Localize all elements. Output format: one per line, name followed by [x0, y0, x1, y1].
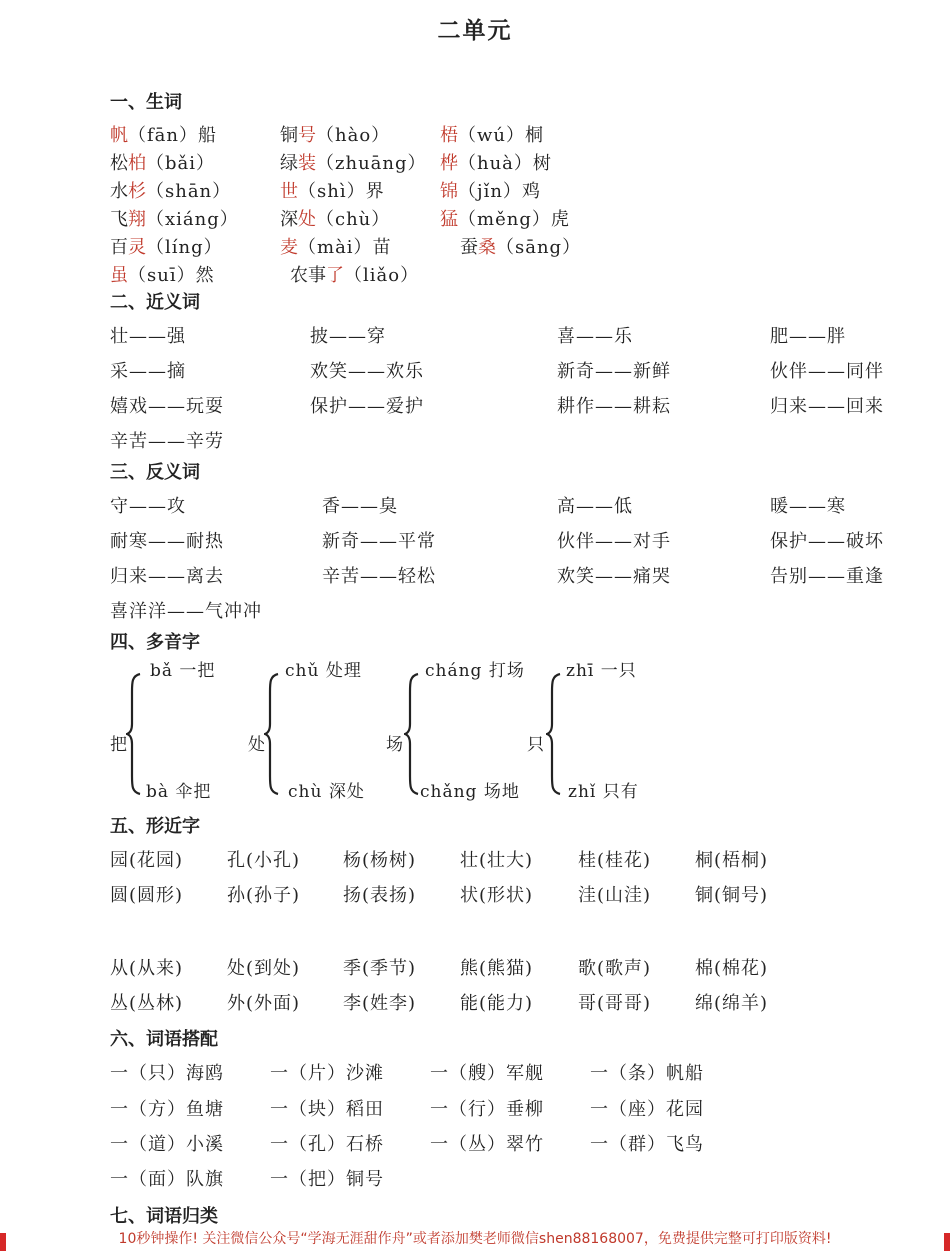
collocation-item: 一（行）垂柳 [430, 1099, 544, 1120]
vocab-pinyin: （wú） [458, 125, 525, 146]
vocab-target-char: 装 [298, 153, 316, 174]
polyphone-reading-bottom: chù 深处 [288, 782, 365, 802]
similar-char-item: 铜(铜号) [695, 885, 769, 906]
section-heading-polyphones: 四、多音字 [110, 632, 200, 653]
similar-char-item: 孔(小孔) [227, 850, 301, 871]
vocab-pinyin: （jǐn） [458, 181, 522, 202]
vocab-word [440, 177, 540, 203]
synonym-row [110, 427, 910, 453]
vocab-pinyin: （chù） [316, 209, 391, 230]
similar-char-row [110, 881, 830, 907]
vocab-pinyin: （huà） [458, 153, 533, 174]
vocab-suffix: 船 [198, 125, 216, 146]
antonym-row [110, 527, 910, 553]
vocab-suffix: 树 [532, 153, 551, 174]
antonym-pair: 保护——破坏 [770, 531, 884, 552]
collocation-item: 一（片）沙滩 [270, 1063, 384, 1084]
polyphone-reading-bottom: chǎng 场地 [420, 782, 520, 802]
vocab-target-char: 灵 [128, 237, 146, 258]
similar-char-item: 状(形状) [460, 885, 534, 906]
similar-char-item: 绵(绵羊) [695, 993, 769, 1014]
vocab-word [110, 233, 223, 259]
collocation-item: 一（条）帆船 [590, 1063, 704, 1084]
polyphone-reading-top: bǎ 一把 [150, 661, 216, 681]
antonym-pair: 守——攻 [110, 496, 186, 517]
vocab-suffix: 鸡 [521, 181, 540, 202]
vocab-pinyin: （mài） [298, 237, 373, 258]
vocab-target-char: 杉 [128, 181, 146, 202]
vocab-prefix: 百 [110, 237, 128, 258]
vocab-row [110, 233, 810, 259]
synonym-pair: 采——摘 [110, 361, 186, 382]
vocab-target-char: 麦 [280, 237, 298, 258]
vocab-word [290, 261, 419, 287]
vocab-word [280, 121, 390, 147]
vocab-target-char: 了 [326, 265, 344, 286]
antonym-pair: 耐寒——耐热 [110, 531, 224, 552]
synonym-row [110, 357, 910, 383]
vocab-pinyin: （zhuāng） [316, 153, 427, 174]
vocab-pinyin: （suī） [128, 265, 196, 286]
similar-char-item: 桐(梧桐) [695, 850, 769, 871]
similar-char-item: 哥(哥哥) [578, 993, 652, 1014]
brace-icon [404, 672, 420, 796]
polyphone-reading-bottom: zhǐ 只有 [568, 782, 639, 802]
collocation-row [110, 1165, 810, 1191]
similar-char-item: 丛(丛林) [110, 993, 184, 1014]
vocab-prefix: 水 [110, 181, 128, 202]
vocab-word [440, 205, 569, 231]
synonym-pair: 披——穿 [310, 326, 386, 347]
vocab-pinyin: （shì） [298, 181, 366, 202]
similar-char-item: 处(到处) [227, 958, 301, 979]
polyphone-reading-top: zhī 一只 [566, 661, 637, 681]
collocation-row [110, 1095, 810, 1121]
collocation-item: 一（道）小溪 [110, 1134, 224, 1155]
vocab-prefix: 农事 [290, 265, 326, 286]
polyphone-reading-bottom: bà 伞把 [146, 782, 212, 802]
polyphone-char: 场 [386, 735, 404, 755]
synonym-pair: 欢笑——欢乐 [310, 361, 424, 382]
vocab-pinyin: （bǎi） [146, 153, 216, 174]
vocab-word [280, 177, 384, 203]
polyphone-char: 只 [527, 735, 545, 755]
vocab-suffix: 然 [195, 265, 214, 286]
vocab-word [460, 233, 581, 259]
vocab-target-char: 桦 [440, 153, 458, 174]
collocation-item: 一（块）稻田 [270, 1099, 384, 1120]
antonym-row [110, 597, 910, 623]
synonym-pair: 肥——胖 [770, 326, 846, 347]
vocab-row [110, 149, 810, 175]
similar-char-item: 壮(壮大) [460, 850, 534, 871]
synonym-pair: 保护——爱护 [310, 396, 424, 417]
collocation-item: 一（只）海鸥 [110, 1063, 224, 1084]
vocab-target-char: 梧 [440, 125, 458, 146]
similar-char-item: 熊(熊猫) [460, 958, 534, 979]
vocab-prefix: 绿 [280, 153, 298, 174]
section-heading-classification: 七、词语归类 [110, 1206, 218, 1227]
synonym-pair: 辛苦——辛劳 [110, 431, 224, 452]
collocation-item: 一（面）队旗 [110, 1169, 224, 1190]
vocab-prefix: 铜 [280, 125, 298, 146]
antonym-pair: 告别——重逢 [770, 566, 884, 587]
polyphone-reading-top: cháng 打场 [425, 661, 525, 681]
vocab-row [110, 177, 810, 203]
vocab-pinyin: （měng） [458, 209, 551, 230]
vocab-pinyin: （liǎo） [344, 265, 420, 286]
antonym-pair: 香——臭 [322, 496, 398, 517]
vocab-suffix: 桐 [525, 125, 543, 146]
similar-char-item: 棉(棉花) [695, 958, 769, 979]
similar-char-item: 季(季节) [343, 958, 417, 979]
similar-char-item: 杨(杨树) [343, 850, 417, 871]
collocation-item: 一（方）鱼塘 [110, 1099, 224, 1120]
vocab-prefix: 松 [110, 153, 128, 174]
antonym-pair: 暖——寒 [770, 496, 846, 517]
page-title: 二单元 [437, 17, 513, 44]
vocab-word [280, 233, 391, 259]
vocab-target-char: 世 [280, 181, 298, 202]
similar-char-item: 孙(孙子) [227, 885, 301, 906]
section-heading-antonyms: 三、反义词 [110, 462, 200, 483]
vocab-target-char: 翔 [128, 209, 146, 230]
vocab-prefix: 飞 [110, 209, 128, 230]
similar-char-item: 歌(歌声) [578, 958, 652, 979]
antonym-pair: 喜洋洋——气冲冲 [110, 601, 262, 622]
polyphone-reading-top: chǔ 处理 [285, 661, 362, 681]
synonym-pair: 耕作——耕耘 [557, 396, 671, 417]
similar-char-item: 外(外面) [227, 993, 301, 1014]
vocab-pinyin: （hào） [316, 125, 391, 146]
similar-char-item: 从(从来) [110, 958, 184, 979]
vocab-word [110, 261, 214, 287]
synonym-pair: 新奇——新鲜 [557, 361, 671, 382]
similar-char-item: 能(能力) [460, 993, 534, 1014]
section-heading-similar-chars: 五、形近字 [110, 816, 200, 837]
similar-char-item: 洼(山洼) [578, 885, 652, 906]
antonym-row [110, 492, 910, 518]
similar-char-item: 圆(圆形) [110, 885, 184, 906]
vocab-word [110, 205, 239, 231]
vocab-prefix: 蚕 [460, 237, 478, 258]
antonym-pair: 新奇——平常 [322, 531, 436, 552]
vocab-row [110, 261, 810, 287]
vocab-word [440, 149, 551, 175]
vocab-word [280, 205, 390, 231]
vocab-pinyin: （xiáng） [146, 209, 239, 230]
brace-icon [546, 672, 562, 796]
vocab-prefix: 深 [280, 209, 298, 230]
vocab-target-char: 处 [298, 209, 316, 230]
section-heading-vocab: 一、生词 [110, 92, 182, 113]
similar-char-item: 园(花园) [110, 850, 184, 871]
polyphone-char: 把 [110, 735, 128, 755]
antonym-row [110, 562, 910, 588]
similar-char-item: 扬(表扬) [343, 885, 417, 906]
vocab-suffix: 界 [365, 181, 384, 202]
synonym-row [110, 322, 910, 348]
section-heading-synonyms: 二、近义词 [110, 292, 200, 313]
antonym-pair: 归来——离去 [110, 566, 224, 587]
similar-char-row [110, 989, 830, 1015]
vocab-word [110, 149, 215, 175]
synonym-pair: 嬉戏——玩耍 [110, 396, 224, 417]
collocation-row [110, 1130, 810, 1156]
vocab-target-char: 虽 [110, 265, 128, 286]
vocab-target-char: 锦 [440, 181, 458, 202]
collocation-item: 一（艘）军舰 [430, 1063, 544, 1084]
vocab-pinyin: （shān） [146, 181, 232, 202]
vocab-pinyin: （líng） [146, 237, 223, 258]
vocab-word [440, 121, 543, 147]
vocab-suffix: 苗 [372, 237, 391, 258]
vocab-word [280, 149, 427, 175]
collocation-item: 一（丛）翠竹 [430, 1134, 544, 1155]
similar-char-item: 桂(桂花) [578, 850, 652, 871]
vocab-row [110, 205, 810, 231]
vocab-word [110, 121, 216, 147]
collocation-item: 一（群）飞鸟 [590, 1134, 704, 1155]
brace-icon [126, 672, 142, 796]
vocab-target-char: 桑 [478, 237, 496, 258]
polyphone-char: 处 [248, 735, 266, 755]
antonym-pair: 伙伴——对手 [557, 531, 671, 552]
collocation-row [110, 1059, 810, 1085]
promo-footer: 10秒钟操作! 关注微信公众号“学海无涯甜作舟”或者添加樊老师微信shen88168007，免费提供完整可打印版资料! [118, 1231, 832, 1247]
synonym-row [110, 392, 910, 418]
synonym-pair: 壮——强 [110, 326, 186, 347]
collocation-item: 一（把）铜号 [270, 1169, 384, 1190]
antonym-pair: 高——低 [557, 496, 633, 517]
brace-icon [264, 672, 280, 796]
vocab-target-char: 猛 [440, 209, 458, 230]
vocab-row [110, 121, 810, 147]
collocation-item: 一（孔）石桥 [270, 1134, 384, 1155]
vocab-target-char: 柏 [128, 153, 146, 174]
vocab-word [110, 177, 231, 203]
vocab-target-char: 帆 [110, 125, 128, 146]
synonym-pair: 伙伴——同伴 [770, 361, 884, 382]
vocab-suffix: 虎 [550, 209, 569, 230]
vocab-pinyin: （fān） [128, 125, 198, 146]
similar-char-row [110, 846, 830, 872]
section-heading-collocations: 六、词语搭配 [110, 1029, 218, 1050]
antonym-pair: 辛苦——轻松 [322, 566, 436, 587]
synonym-pair: 归来——回来 [770, 396, 884, 417]
collocation-item: 一（座）花园 [590, 1099, 704, 1120]
antonym-pair: 欢笑——痛哭 [557, 566, 671, 587]
vocab-pinyin: （sāng） [496, 237, 582, 258]
vocab-target-char: 号 [298, 125, 316, 146]
similar-char-row [110, 954, 830, 980]
synonym-pair: 喜——乐 [557, 326, 633, 347]
similar-char-item: 李(姓李) [343, 993, 417, 1014]
